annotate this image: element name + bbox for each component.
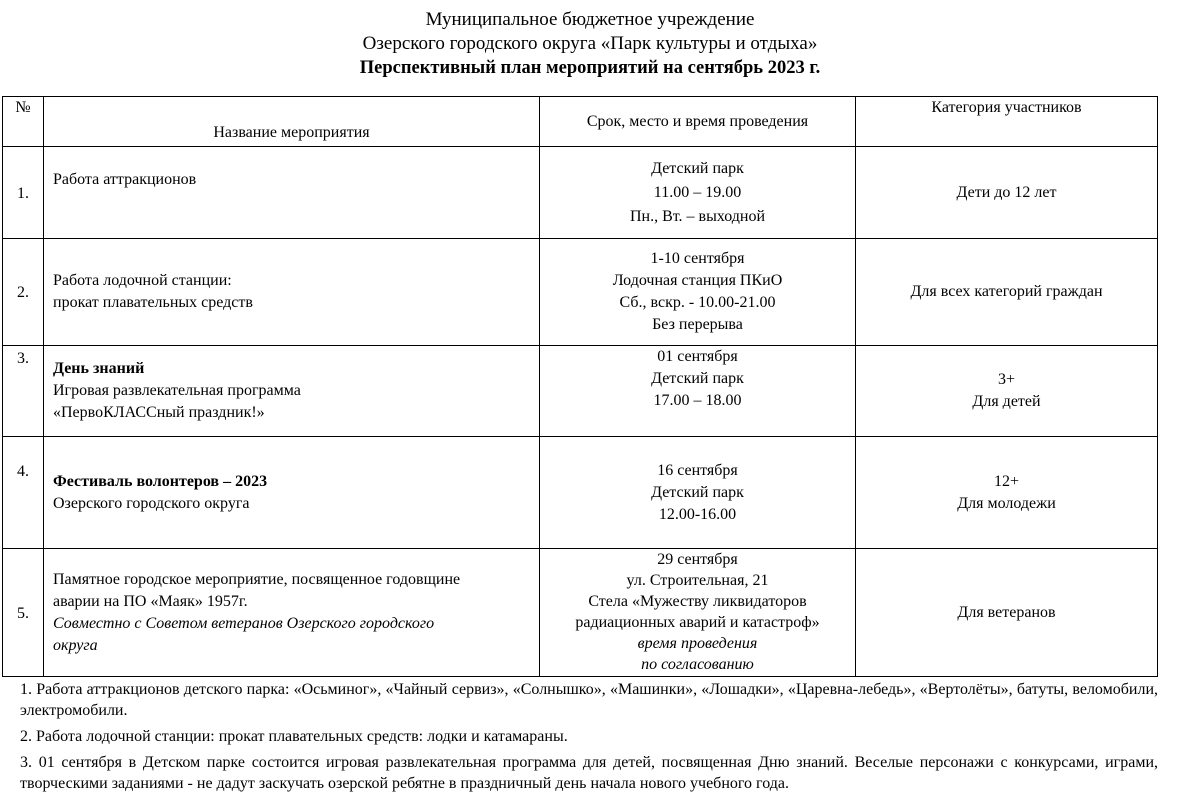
event-category: 3+ Для детей <box>856 346 1158 437</box>
table-row <box>3 239 1158 346</box>
notes-section <box>20 679 1158 794</box>
column-header-name: Название мероприятия <box>44 97 540 147</box>
row-number: 4. <box>3 437 44 549</box>
row-number: 1. <box>3 147 44 239</box>
note-item: 2. Работа лодочной станции: прокат плавательных средств: лодки и катамараны. <box>20 728 568 745</box>
event-name: Фестиваль волонтеров – 2023 Озерского городского округа <box>44 437 540 549</box>
column-header-number: № <box>3 97 44 147</box>
events-table <box>2 96 1158 677</box>
event-category: Дети до 12 лет <box>856 147 1158 239</box>
event-name: Работа лодочной станции: прокат плавательных средств <box>44 239 540 346</box>
event-time-place: 29 сентября ул. Строительная, 21 Стела «Мужеству ликвидаторов радиационных аварий и катастроф» время проведения по согласованию <box>540 549 856 677</box>
event-name: Памятное городское мероприятие, посвященное годовщине аварии на ПО «Маяк» 1957г. Совместно с Советом ветеранов Озерского городского округа <box>44 549 540 677</box>
row-number: 5. <box>3 549 44 677</box>
organization-name: Озерского городского округа «Парк культуры и отдыха» <box>362 33 818 54</box>
event-category: Для всех категорий граждан <box>856 239 1158 346</box>
document-title: Перспективный план мероприятий на сентябрь 2023 г. <box>359 58 821 78</box>
table-row <box>3 346 1158 437</box>
event-name: День знаний Игровая развлекательная программа «ПервоКЛАССный праздник!» <box>44 346 540 437</box>
event-time-place: Детский парк 11.00 – 19.00 Пн., Вт. – выходной <box>540 147 856 239</box>
column-header-time: Срок, место и время проведения <box>540 97 856 147</box>
event-time-place: 1-10 сентября Лодочная станция ПКиО Сб., вскр. - 10.00-21.00 Без перерыва <box>540 239 856 346</box>
table-header-row <box>3 97 1158 147</box>
organization-type: Муниципальное бюджетное учреждение <box>425 9 755 30</box>
event-name: Работа аттракционов <box>44 147 540 239</box>
row-number: 2. <box>3 239 44 346</box>
note-item: 1. Работа аттракционов детского парка: «Осьминог», «Чайный сервиз», «Солнышко», «Машинки», «Лошадки», «Царевна-лебедь», «Вертолёты», батуты, веломобили, электромобили. <box>20 681 1158 719</box>
document-header <box>0 8 1180 80</box>
event-category: 12+ Для молодежи <box>856 437 1158 549</box>
column-header-category: Категория участников <box>856 97 1158 147</box>
table-row <box>3 437 1158 549</box>
event-category: Для ветеранов <box>856 549 1158 677</box>
table-row <box>3 549 1158 677</box>
event-time-place: 16 сентября Детский парк 12.00-16.00 <box>540 437 856 549</box>
table-row <box>3 147 1158 239</box>
event-time-place: 01 сентября Детский парк 17.00 – 18.00 <box>540 346 856 437</box>
row-number: 3. <box>3 346 44 437</box>
note-item: 3. 01 сентября в Детском парке состоится игровая развлекательная программа для детей, посвященная Дню знаний. Веселые персонажи с конкурсами, играми, творческими заданиями - не дадут заскучать озерской ребятне в праздничный день начала нового учебного года. <box>20 754 1158 792</box>
